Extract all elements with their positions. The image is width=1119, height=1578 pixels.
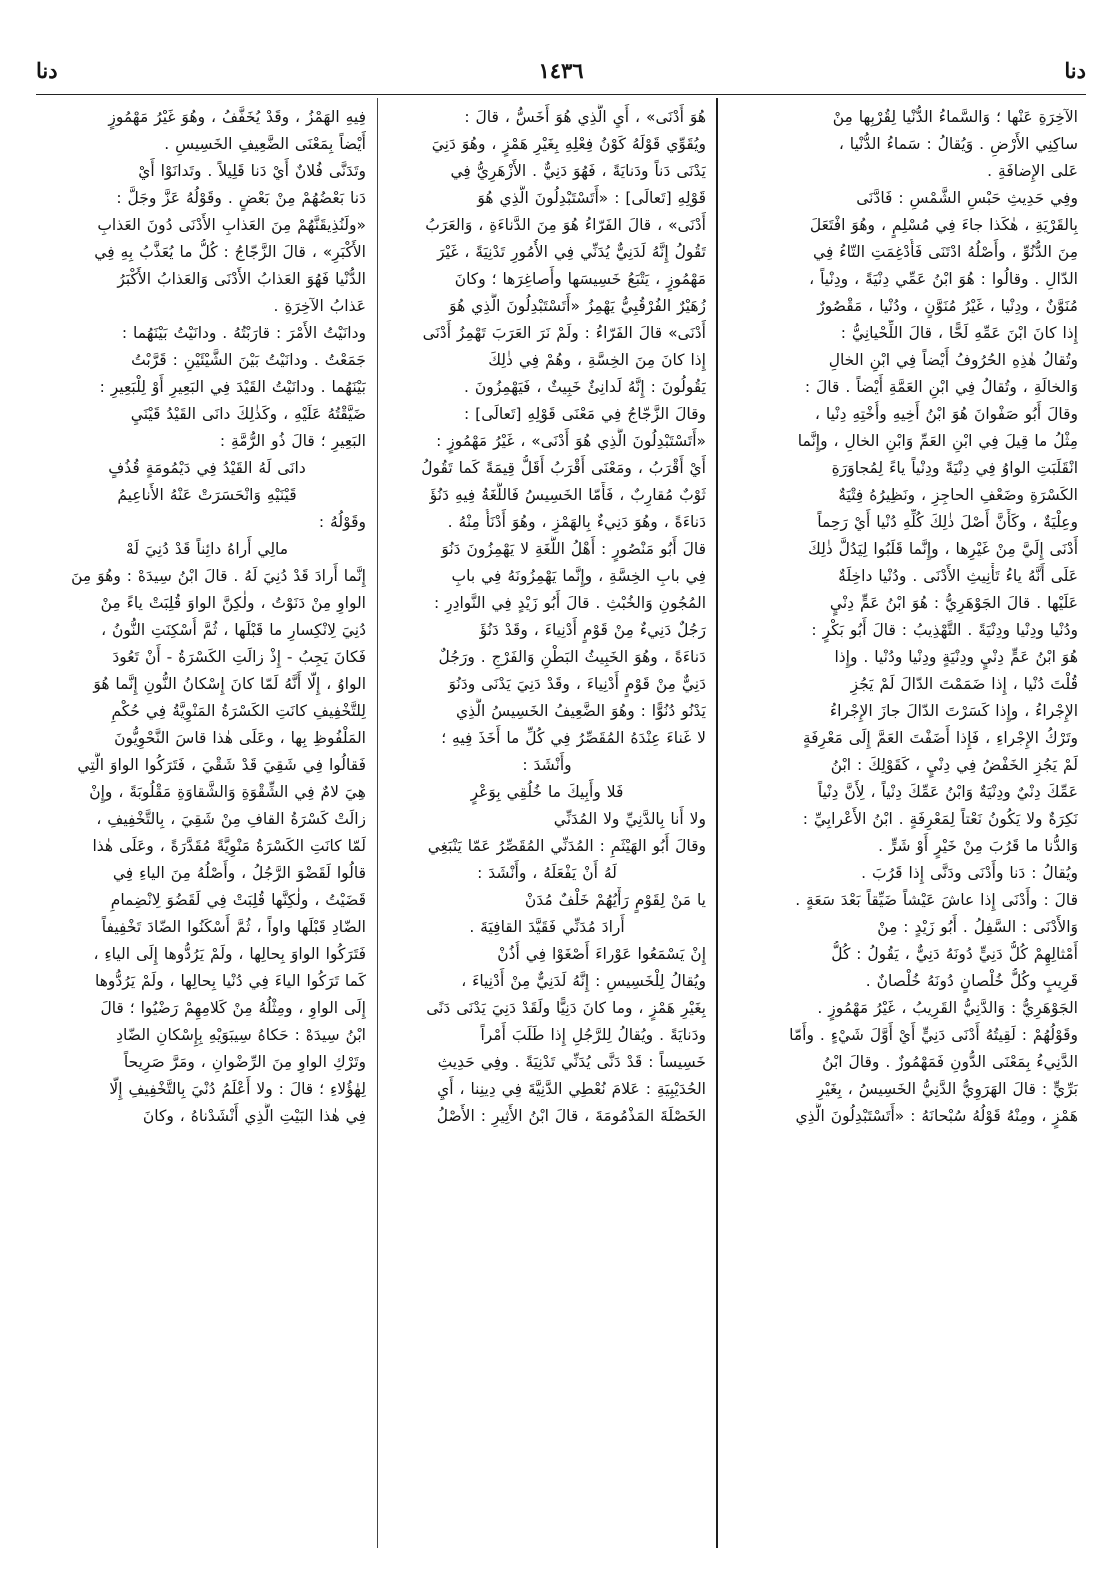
text-line: أَدْنَى» ، قالَ الفَرّاءُ هُوَ مِنَ الدَّناءَةِ ، وَالعَرَبُ <box>425 216 706 234</box>
text-line: الواوِ مِنْ دَنَوْتُ ، ولٰكِنَّ الواوَ قُلِبَتْ ياءً مِنْ <box>100 594 366 612</box>
text-line: الأَكْبَرِ» ، قالَ الزَّجّاجُ : كُلُّ ما يُعَذَّبُ بِهِ فِي <box>94 243 366 261</box>
text-line: إِنْ يَسْمَعُوا عَوْراءَ أَصْغَوْا فِي أُذُنْ <box>497 945 706 963</box>
text-line: الدُّنْيا فَهُوَ العَذابُ الأَدْنَى وَالعَذابُ الأَكْبَرُ <box>117 270 366 288</box>
header-rule <box>36 94 1086 95</box>
text-line: لا غَناءَ عِنْدَهُ المُقَصِّرُ فِي كُلِّ ما أَخَذَ فِيهِ ؛ <box>441 729 706 747</box>
text-line: فَكانَ يَجِبُ - إِذْ زالَتِ الكَسْرَةُ - أَنْ تَعُودَ <box>112 648 366 666</box>
text-line: وقَوْلُهُمْ : لَقِيتُهُ أَدْنَى دَنِيٍّ أَيْ أَوَّلَ شَيْءٍ . وأَمّا <box>789 1026 1078 1044</box>
verse-line: فَلا وأَبِيكَ ما خُلُقِي بِوَعْرٍ <box>470 783 624 801</box>
text-line: ودانَيْتُ الأَمْرَ : قارَبْتُهُ . ودانَيْتُ بَيْنَهُما : <box>121 324 366 342</box>
text-line: الحُدَيْبِيَةِ : عَلامَ نُعْطِي الدَّنِيَّةَ فِي دِينِنا ، أَيِ <box>437 1080 706 1098</box>
text-line: الدَّنِيءُ بِمَعْنَى الدُّونِ فَمَهْمُوزٌ . وقالَ ابْنُ <box>822 1053 1078 1071</box>
text-line: دَناءَةً ، وهُوَ الخَبِيثُ البَطْنِ وَالفَرْجِ . ورَجُلٌ <box>438 648 706 666</box>
text-line: الآخِرَةِ عَنْها ؛ وَالسَّماءُ الدُّنْيا لِقُرْبِها مِنْ <box>832 108 1078 126</box>
verse-line: مالِي أَراهُ دائِناً قَدْ دُنِيَ لَهْ <box>125 540 289 558</box>
text-line: لَمّا كانَتِ الكَسْرَةُ مَنْوِيَّةً مُقَدَّرَةً ، وعَلَى هٰذا <box>92 837 366 855</box>
text-line: ويُقالُ لِلْخَسِيسِ : إِنَّهُ لَدَنِيٌّ مِنْ أَدْنِياءَ ، <box>461 972 706 990</box>
text-line: بَرِّيٍّ : قالَ الهَرَوِيُّ الدَّنِيُّ الخَسِيسُ ، بِغَيْرِ <box>816 1080 1078 1098</box>
text-line: هُوَ أَدْنَى» ، أَيِ الَّذِي هُوَ أَخَسُّ ، قالَ : <box>464 108 706 126</box>
text-line: انْقَلَبَتِ الواوُ فِي دِنْيَةً ودِنْياً ياءً لِمُجاوَرَةِ <box>831 459 1078 477</box>
text-line: تَقُولُ إِنَّهُ لَدَنِيٌّ يُدَنِّي فِي الأُمُورِ تَدْنِيَةً ، غَيْرَ <box>437 243 706 261</box>
text-line: الجَوْهَرِيُّ : وَالدَّنِيُّ القَرِيبُ ، غَيْرُ مَهْمُوزٍ . <box>817 999 1078 1017</box>
text-line: الضّادِ قَبْلَها واواً ، ثُمَّ أَسْكَنُوا الضّادَ تَخْفِيفاً <box>101 918 366 936</box>
running-head-right: دنا <box>1064 58 1086 83</box>
text-line: وتَرْكِ الواوِ مِنَ الرِّضْوانِ ، ومَرَّ صَرِيحاً <box>123 1053 366 1071</box>
text-line: قالُوا لَقَضْوَ الرَّجُلُ ، وأَصْلُهُ مِنَ الياءِ فِي <box>112 864 366 882</box>
text-line: ضَيَّقْتُهُ عَلَيْهِ ، وكَذٰلِكَ دانَى القَيْدُ قَيْنَيِ <box>130 405 366 423</box>
text-line: ويُقالُ : دَنا وأَدْنَى ودَنَّى إِذا قَرُبَ . <box>861 864 1078 882</box>
text-line: عَلَى أَنَّهُ ياءُ تَأْنِيثِ الأَدْنَى . ودُنْيا داخِلَةٌ <box>838 567 1078 585</box>
verse-line: أَرادَ مُدَنِّي فَقَيَّدَ القافِيَةَ . <box>469 918 625 936</box>
text-line: إِذا كانَ مِنَ الخِسَّةِ ، وهُمْ فِي ذٰلِكَ <box>488 351 706 369</box>
verse-line: وأَنْشَدَ : <box>522 756 572 774</box>
text-line: دَنِيٌّ مِنْ قَوْمٍ أَدْنِياءَ ، وقَدْ دَنِيَ يَدْنَى ودَنُوَ <box>448 675 706 693</box>
text-line: وتَرْكُ الإِجْراءِ ، فَإِذا أَضَفْتَ العَمَّ إِلَى مَعْرِفَةٍ <box>802 729 1078 747</box>
text-line: قالَ أَبُو مَنْصُورٍ : أَهْلُ اللُّغَةِ لا يَهْمِزُونَ دَنُوَ <box>441 540 706 558</box>
text-line: جَمَعْتُ . ودانَيْتُ بَيْنَ الشَّيْئَيْنِ : قَرَّبْتُ <box>131 351 366 369</box>
text-line: يَدْنَى دَناً ودَنايَةً ، فَهُوَ دَنِيٌّ . الأَزْهَرِيُّ فِي <box>450 162 706 180</box>
text-line: فِيهِ الهَمْزُ ، وقَدْ يُخَفَّفُ ، وهُوَ غَيْرُ مَهْمُوزٍ <box>108 108 366 126</box>
text-line: وَالخالَةِ ، وتُقالُ فِي ابْنِ العَمَّةِ أَيْضاً . قالَ : <box>804 378 1078 396</box>
page-number: ١٤٣٦ <box>538 58 584 83</box>
text-line: «أَتَسْتَبْدِلُونَ الَّذِي هُوَ أَدْنَى» ، غَيْرُ مَهْمُوزٍ : <box>436 432 706 450</box>
text-line: وفِي حَدِيثِ حَبْسِ الشَّمْسِ : فَادَّنَى <box>856 189 1078 207</box>
text-line: وعِلْيَةٌ ، وكَأَنَّ أَصْلَ ذٰلِكَ كُلِّهِ دُنْيا أَيْ رَحِماً <box>817 513 1078 531</box>
text-line: لِهٰؤُلاءِ ؛ قالَ : ولا أَعْلَمُ دُنْيَ بِالتَّخْفِيفِ إِلّا <box>109 1080 366 1098</box>
text-line: أَدْنَى» قالَ الفَرّاءُ : ولَمْ نَرَ العَرَبَ تَهْمِزُ أَدْنَى <box>422 324 706 342</box>
text-line: أَيْ أَقْرَبُ ، ومَعْنَى أَقْرَبُ أَقَلُّ قِيمَةً كَما تَقُولُ <box>421 459 706 477</box>
text-line: الواوُ ، إِلّا أَنَّهُ لَمّا كانَ إِسْكانُ النُّونِ إِنَّما هُوَ <box>93 675 366 693</box>
verse-line: دانَى لَهُ القَيْدُ فِي دَيْمُومَةٍ قُذُفٍ <box>108 459 306 477</box>
text-line: زالَتْ كَسْرَةُ القافِ مِنْ شَقِيَ ، بِالتَّخْفِيفِ ، <box>96 810 366 828</box>
text-line: إِذا كانَ ابْنَ عَمِّهِ لَحًّا ، قالَ اللِّحْيانِيُّ : <box>840 324 1078 342</box>
text-line: قُلْتَ دُنْيا ، إِذا ضَمَمْتَ الدّالَ لَمْ يَجُزِ <box>850 675 1078 693</box>
text-line: الكَسْرَةِ وضَعْفِ الحاجِزِ ، ونَظِيرُهُ فِتْيَةٌ <box>838 486 1078 504</box>
text-line: وَالأَدْنَى : السَّفِلُ . أَبُو زَيْدٍ : مِنْ <box>877 918 1078 936</box>
text-line: لِلتَّخْفِيفِ كانَتِ الكَسْرَةُ المَنْوِيَّةُ فِي حُكْمِ <box>111 702 366 720</box>
text-line: كَما تَرَكُوا الياءَ فِي دُنْيا بِحالِها ، ولَمْ يَرُدُّوها <box>94 972 366 990</box>
text-line: ولا أَنا بِالدَّنِيِّ ولا المُدَنِّي <box>553 810 706 828</box>
text-line: ثَوْبٌ مُقارِبٌ ، فَأَمّا الخَسِيسُ فَاللُّغَةُ فِيهِ دَنُؤَ <box>429 486 706 504</box>
text-line: وقالَ الزَّجّاجُ فِي مَعْنَى قَوْلِهِ [تَعالَى] : <box>464 405 706 423</box>
text-line: مَهْمُوزٍ ، يَتْبَعُ خَسِيسَها وأَصاغِرَها ؛ وكانَ <box>454 270 706 288</box>
text-line: لَمْ يَجُزِ الخَفْضُ فِي دِنْيٍ ، كَقَوْلِكَ : ابْنُ <box>830 756 1078 774</box>
verse-line: لَهُ أَنْ يَفْعَلَهُ ، وأَنْشَدَ : <box>477 864 617 882</box>
text-line: فِي هٰذا البَيْتِ الَّذِي أَنْشَدْناهُ ، وكانَ <box>142 1107 366 1125</box>
text-line: قَرِيبٍ وكُلُّ خُلْصانٍ دُونَهُ خُلْصانٌ . <box>865 972 1078 990</box>
column-divider-right <box>716 98 718 1548</box>
text-line: مِنَ الدُّنُوِّ ، وأَصْلُهُ ادْتَنَى فَأُدْغِمَتِ التّاءُ فِي <box>813 243 1078 261</box>
text-line: فِي بابِ الخِسَّةِ ، وإِنَّما يَهْمِزُونَهُ فِي بابِ <box>451 567 706 585</box>
text-line: دَنا بَعْضُهُمْ مِنْ بَعْضٍ . وقَوْلُهُ عَزَّ وجَلَّ : <box>116 189 366 207</box>
text-line: قَوْلِهِ [تَعالَى] : «أَتَسْتَبْدِلُونَ الَّذِي هُوَ <box>477 189 706 207</box>
text-line: قَضَيْتُ ، ولٰكِنَّها قُلِبَتْ فِي لَقَضُوَ لِانْضِمامِ <box>110 891 366 909</box>
text-line: دُنِيَ لِانْكِسارِ ما قَبْلَها ، ثُمَّ أُسْكِنَتِ النُّونُ ، <box>101 621 366 639</box>
text-line: عَلى الإِضافَةِ . <box>987 162 1078 180</box>
verse-line: قَيْنَيْهِ وَانْحَسَرَتْ عَنْهُ الأَناعِيمُ <box>117 486 297 504</box>
text-line: وتُقالُ هٰذِهِ الحُرُوفُ أَيْضاً فِي ابْنِ الخالِ <box>828 351 1078 369</box>
column-divider-left <box>377 98 378 1548</box>
text-line: قالَ : وأَدْنَى إِذا عاشَ عَيْشاً ضَيِّقاً بَعْدَ سَعَةٍ . <box>795 891 1078 909</box>
text-column-middle <box>388 104 706 1544</box>
text-line: وقالَ أَبُو الهَيْثَمِ : المُدَنِّي المُقَصِّرُ عَمّا يَنْبَغِي <box>427 837 706 855</box>
text-line: ساكِنِي الأَرْضِ . وَيُقالُ : سَماءُ الدُّنْيا ، <box>838 135 1078 153</box>
text-line: أَدْنَى إِلَيَّ مِنْ غَيْرِها ، وإِنَّما قَلَبُوا لِيَدُلَّ ذٰلِكَ <box>808 540 1078 558</box>
text-line: أَيْضاً بِمَعْنَى الضَّعِيفِ الخَسِيسِ . <box>164 135 366 153</box>
text-column-right <box>730 104 1078 1544</box>
text-line: عَذابُ الآخِرَةِ . <box>273 297 366 315</box>
text-line: المُجُونِ وَالخُبْثِ . قالَ أَبُو زَيْدٍ فِي النَّوادِرِ : <box>433 594 706 612</box>
text-line: وتَدَنَّى فُلانٌ أَيْ دَنا قَلِيلاً . وتَدانَوْا أَيْ <box>138 162 366 180</box>
text-line: بِالقَرْيَةِ ، هٰكَذا جاءَ فِي مُسْلِمٍ ، وهُوَ افْتَعَلَ <box>809 216 1078 234</box>
text-line: فَتَرَكُوا الواوَ بِحالِها ، ولَمْ يَرُدُّوها إِلَى الياءِ ، <box>93 945 366 963</box>
running-head-left: دنا <box>36 58 58 83</box>
text-line: يَقُولُونَ : إِنَّهُ لَدانِئٌ خَبِيثٌ ، فَيَهْمِزُونَ . <box>463 378 706 396</box>
text-line: أَمْثالِهِمْ كُلُّ دَنِيٍّ دُونَهُ دَنِيٌّ ، يَقُولُ : كُلُّ <box>831 945 1078 963</box>
text-line: الإِجْراءُ ، وإِذا كَسَرْتَ الدّالَ جازَ الإِجْراءُ <box>829 702 1078 720</box>
text-line: زُهَيْرٌ الفُرْقُبِيُّ يَهْمِزُ «أَتَسْتَبْدِلُونَ الَّذِي هُوَ <box>449 297 706 315</box>
text-line: بِغَيْرِ هَمْزٍ ، وما كانَ دَنِيًّا ولَقَدْ دَنِيَ يَدْنَى دَنًى <box>426 999 706 1017</box>
text-line: عَمِّكَ دِنْيٌ ودِنْيَةٌ وَابْنُ عَمِّكَ دِنْياً ، لِأَنَّ دِنْياً <box>817 783 1078 801</box>
text-line: «ولَنُذِيقَنَّهُمْ مِنَ العَذابِ الأَدْنَى دُونَ العَذابِ <box>97 216 366 234</box>
text-line: نَكِرَةٌ ولا يَكُونُ نَعْتاً لِمَعْرِفَةٍ . ابْنُ الأَعْرابِيِّ : <box>802 810 1078 828</box>
text-line: عَلَيْها . قالَ الجَوْهَرِيُّ : هُوَ ابْنُ عَمٍّ دِنْيٍ <box>829 594 1078 612</box>
text-line: إِلَى الواوِ ، ومِثْلُهُ مِنْ كَلامِهِمْ رَضْيُوا ؛ قالَ <box>100 999 366 1017</box>
text-line: الدّالِ . وقالُوا : هُوَ ابْنُ عَمِّي دِنْيَةً ، ودِنْياً ، <box>809 270 1078 288</box>
text-line: وقَوْلُهُ : <box>318 513 366 531</box>
text-line: ابْنُ سِيدَهْ : حَكاهُ سِيبَوَيْهِ بِإِسْكانِ الضّادِ <box>116 1026 366 1044</box>
text-line: ودَنايَةً . ويُقالُ لِلرَّجُلِ إِذا طَلَبَ أَمْراً <box>480 1026 706 1044</box>
text-line: مِثْلُ ما قِيلَ فِي ابْنِ العَمِّ وَابْنِ الخالِ ، وإِنَّما <box>797 432 1078 450</box>
text-line: هُوَ ابْنُ عَمٍّ دِنْيٍ ودِنْيَةٍ ودِنْيا ودُنْيا . وإِذا <box>834 648 1078 666</box>
text-line: ودُنْيا ودِنْيا ودِنْيَةً . التَّهْذِيبُ : قالَ أَبُو بَكْرٍ : <box>811 621 1078 639</box>
text-line: دَناءَةً ، وهُوَ دَنِيءٌ بِالهَمْزِ ، وهُوَ أَدْنَأُ مِنْهُ . <box>447 513 706 531</box>
text-line: هِيَ لامٌ فِي الشِّقْوَةِ وَالشَّقاوَةِ مَقْلُوبَةً ، وإِنْ <box>89 783 366 801</box>
text-line: ويُقَوِّي قَوْلَهُ كَوْنُ فِعْلِهِ بِغَيْرِ هَمْزٍ ، وهُوَ دَنِيَ <box>431 135 706 153</box>
text-line: بَيْنَهُما . ودانَيْتُ القَيْدَ فِي البَعِيرِ أَوْ لِلْبَعِيرِ : <box>99 378 366 396</box>
text-line: يا مَنْ لِقَوْمٍ رَأْيُهُمْ خَلْفٌ مُدَنْ <box>524 891 706 909</box>
text-line: مُنَوَّنٌ ، ودِنْيا ، غَيْرُ مُنَوَّنٍ ، ودُنْيا ، مَقْصُورٌ <box>817 297 1078 315</box>
text-line: وقالَ أَبُو صَفْوانَ هُوَ ابْنُ أَخِيهِ وأُخْتِهِ دِنْيا ، <box>814 405 1078 423</box>
page-header <box>36 56 1086 96</box>
text-line: البَعِيرِ ؛ قالَ ذُو الرُّمَّةِ : <box>219 432 366 450</box>
text-line: هَمْزٍ ، ومِنْهُ قَوْلُهُ سُبْحانَهُ : «أَتَسْتَبْدِلُونَ الَّذِي <box>795 1107 1078 1125</box>
text-line: فَقالُوا فِي شَقِيَ قَدْ شَقْيَ ، فَتَرَكُوا الواوَ الَّتِي <box>77 756 366 774</box>
text-line: رَجُلٌ دَنِيءٌ مِنْ قَوْمٍ أَدْنِياءَ ، وقَدْ دَنُؤَ <box>479 621 706 639</box>
text-column-left <box>48 104 366 1544</box>
text-line: خَسِيساً : قَدْ دَنَّى يُدَنِّي تَدْنِيَةً . وفِي حَدِيثِ <box>437 1053 706 1071</box>
text-line: المَلْفُوظِ بِها ، وعَلَى هٰذا قاسَ النَّحْوِيُّونَ <box>114 729 366 747</box>
text-line: الخَصْلَةَ المَذْمُومَةَ ، قالَ ابْنُ الأَثِيرِ : الأَصْلُ <box>436 1107 706 1125</box>
text-line: وَالدُّنا ما قَرُبَ مِنْ خَيْرٍ أَوْ شَرٍّ . <box>878 837 1078 855</box>
text-line: يَدْنُو دُنُوًّا : وهُوَ الضَّعِيفُ الخَسِيسُ الَّذِي <box>455 702 706 720</box>
text-line: إِنَّما أَرادَ قَدْ دُنِيَ لَهُ . قالَ ابْنُ سِيدَهْ : وهُوَ مِنَ <box>71 567 366 585</box>
